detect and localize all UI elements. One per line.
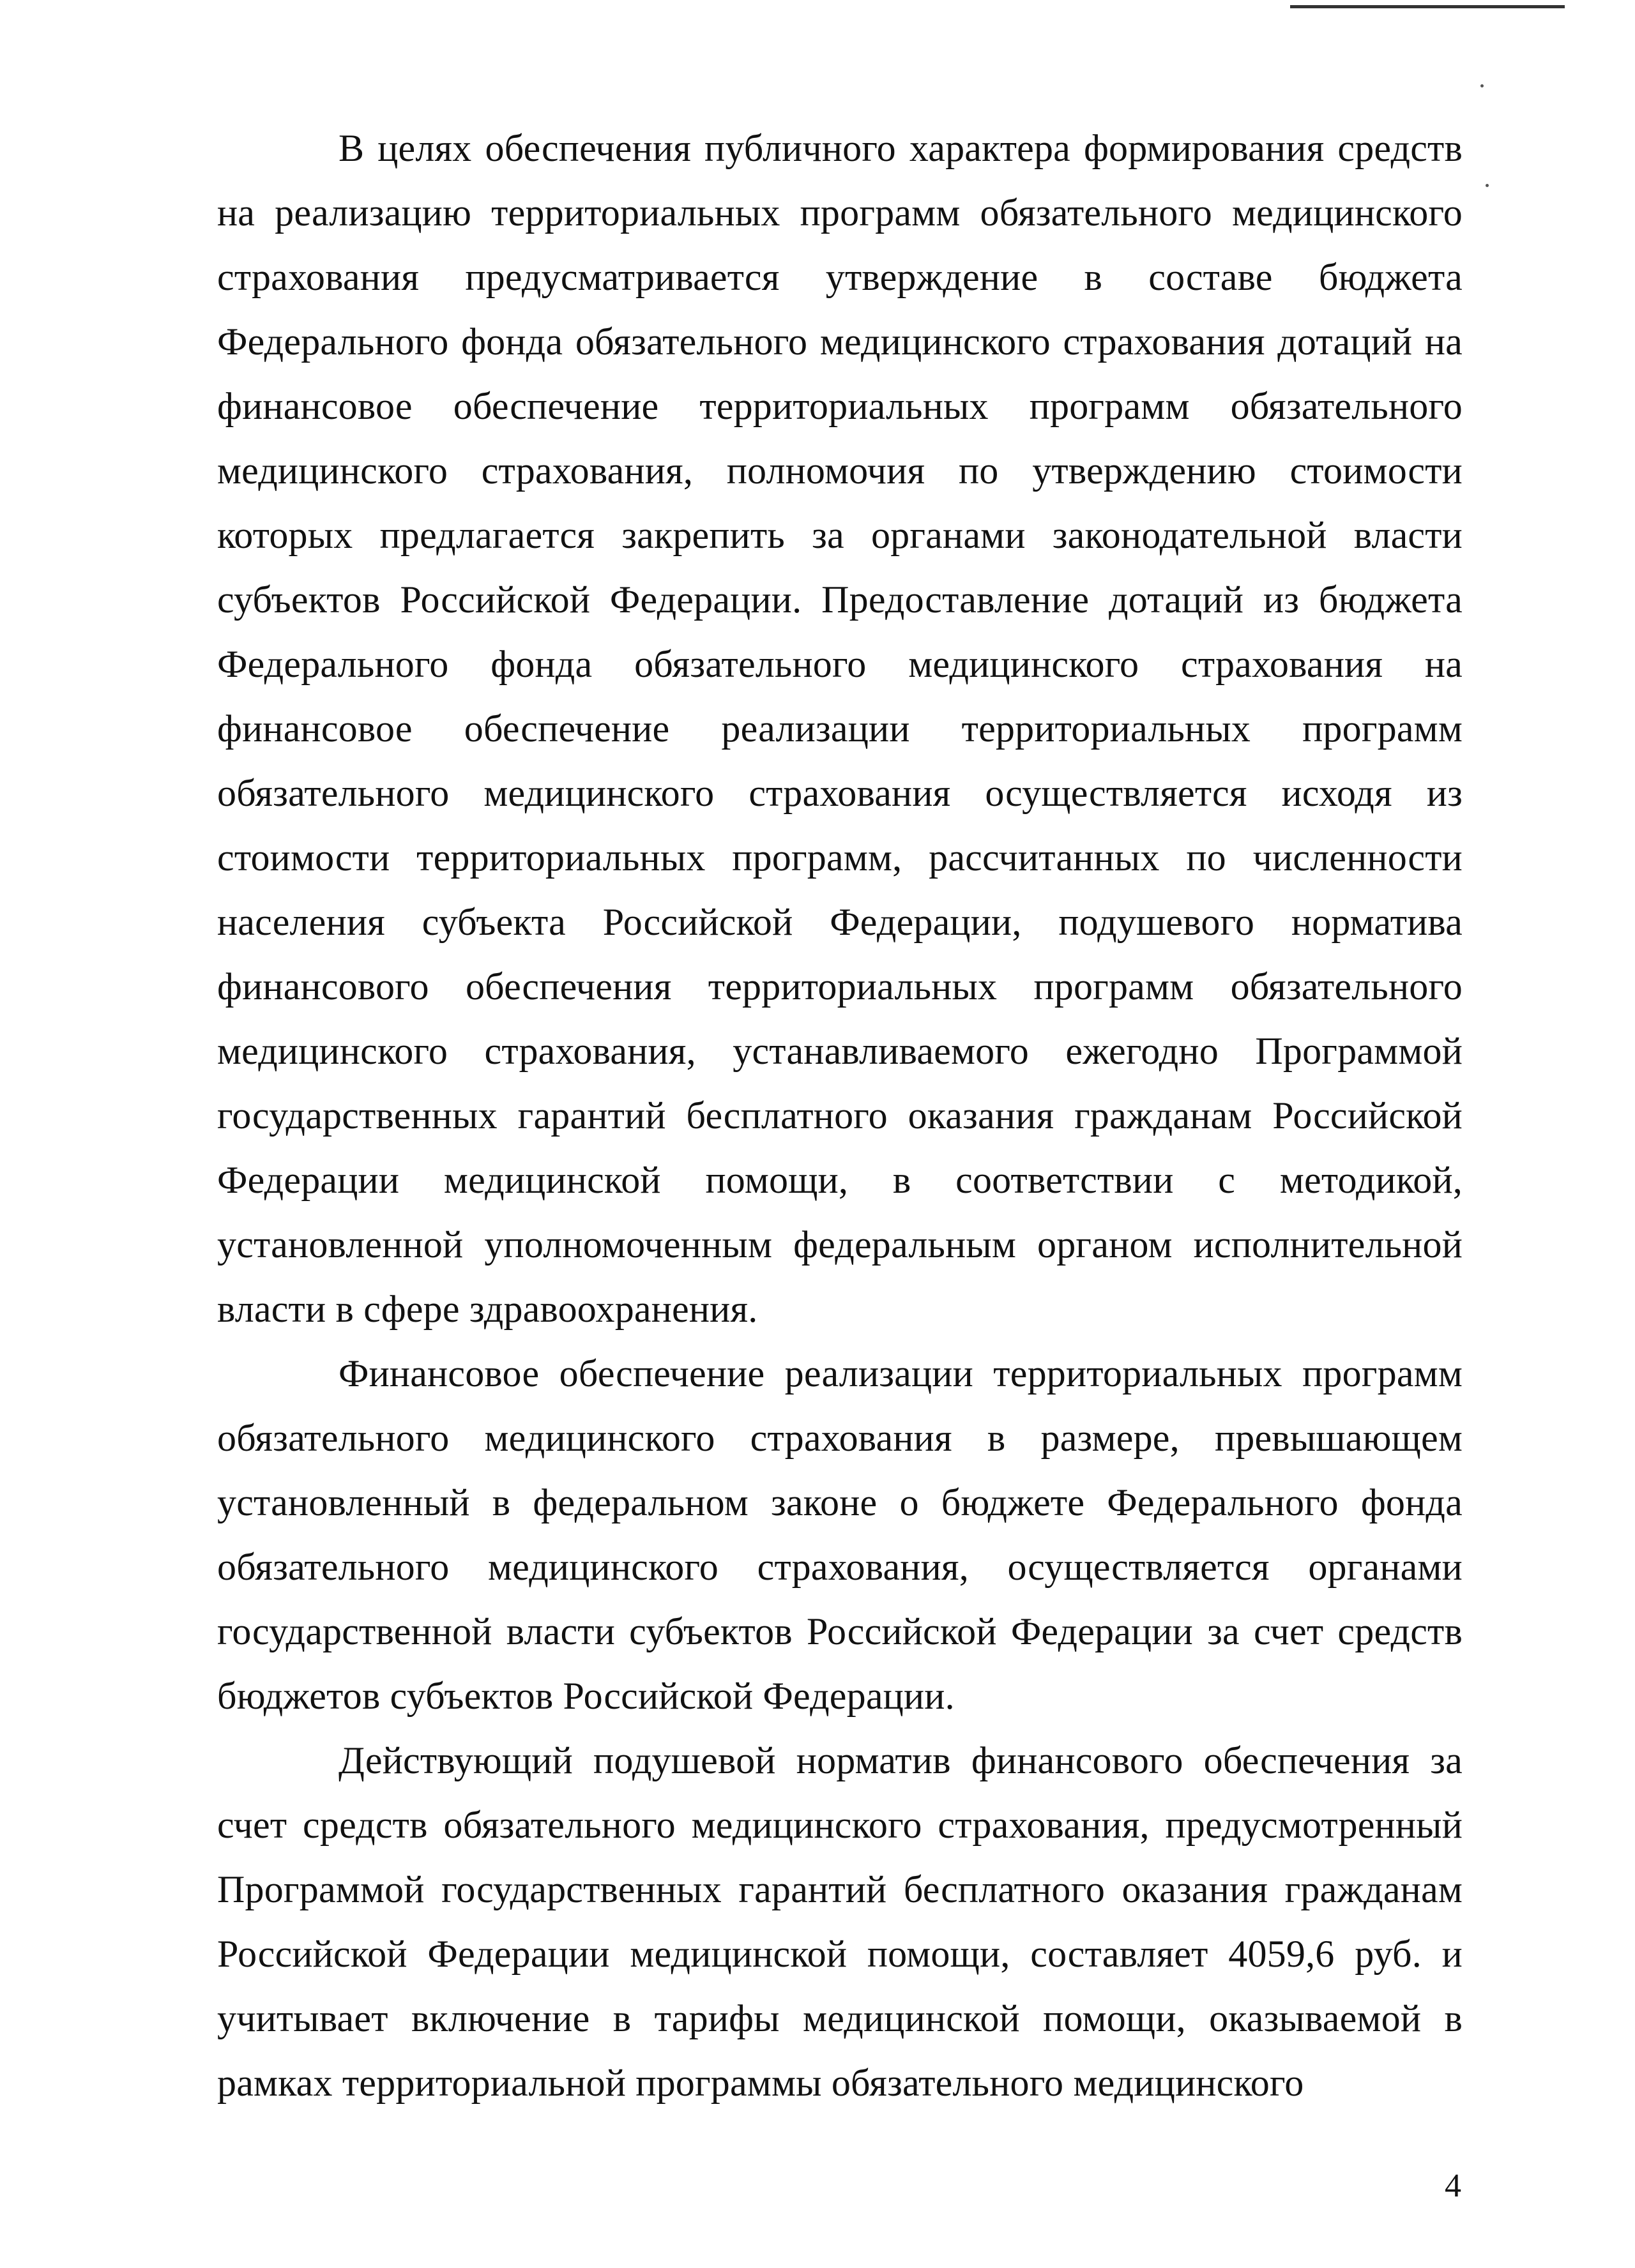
paragraph: В целях обеспечения публичного характера формирования средств на реализацию территориальных программ обязательного медицинского страхования предусматривается утверждение в составе бюджета Федерального фонда обязательного медицинского страхования дотаций на финансовое обеспечение территориальных программ обязательного медицинского страхования, полномочия по утверждению стоимости которых предлагается закрепить за органами законодательной власти субъектов Российской Федерации. Предоставление дотаций из бюджета Федерального фонда обязательного медицинского страхования на финансовое обеспечение реализации территориальных программ обязательного медицинского страхования осуществляется исходя из стоимости территориальных программ, рассчитанных по численности населения субъекта Российской Федерации, подушевого норматива финансового обеспечения территориальных программ обязательного медицинского страхования, устанавливаемого ежегодно Программой государственных гарантий бесплатного оказания гражданам Российской Федерации медицинской помощи, в соответствии с методикой, установленной уполномоченным федеральным органом исполнительной власти в сфере здравоохранения. [217, 127, 1463, 1330]
page-number: 4 [1445, 2168, 1461, 2204]
document-body [217, 116, 1463, 2115]
paragraph: Действующий подушевой норматив финансового обеспечения за счет средств обязательного медицинского страхования, предусмотренный Программой государственных гарантий бесплатного оказания гражданам Российской Федерации медицинской помощи, составляет 4059,6 руб. и учитывает включение в тарифы медицинской помощи, оказываемой в рамках территориальной программы обязательного медицинского [217, 1739, 1463, 2104]
top-rule-line [1290, 5, 1565, 8]
scan-speck [1480, 84, 1484, 87]
scan-speck [1486, 184, 1489, 187]
paragraph: Финансовое обеспечение реализации территориальных программ обязательного медицинского страхования в размере, превышающем установленный в федеральном законе о бюджете Федерального фонда обязательного медицинского страхования, осуществляется органами государственной власти субъектов Российской Федерации за счет средств бюджетов субъектов Российской Федерации. [217, 1352, 1463, 1717]
